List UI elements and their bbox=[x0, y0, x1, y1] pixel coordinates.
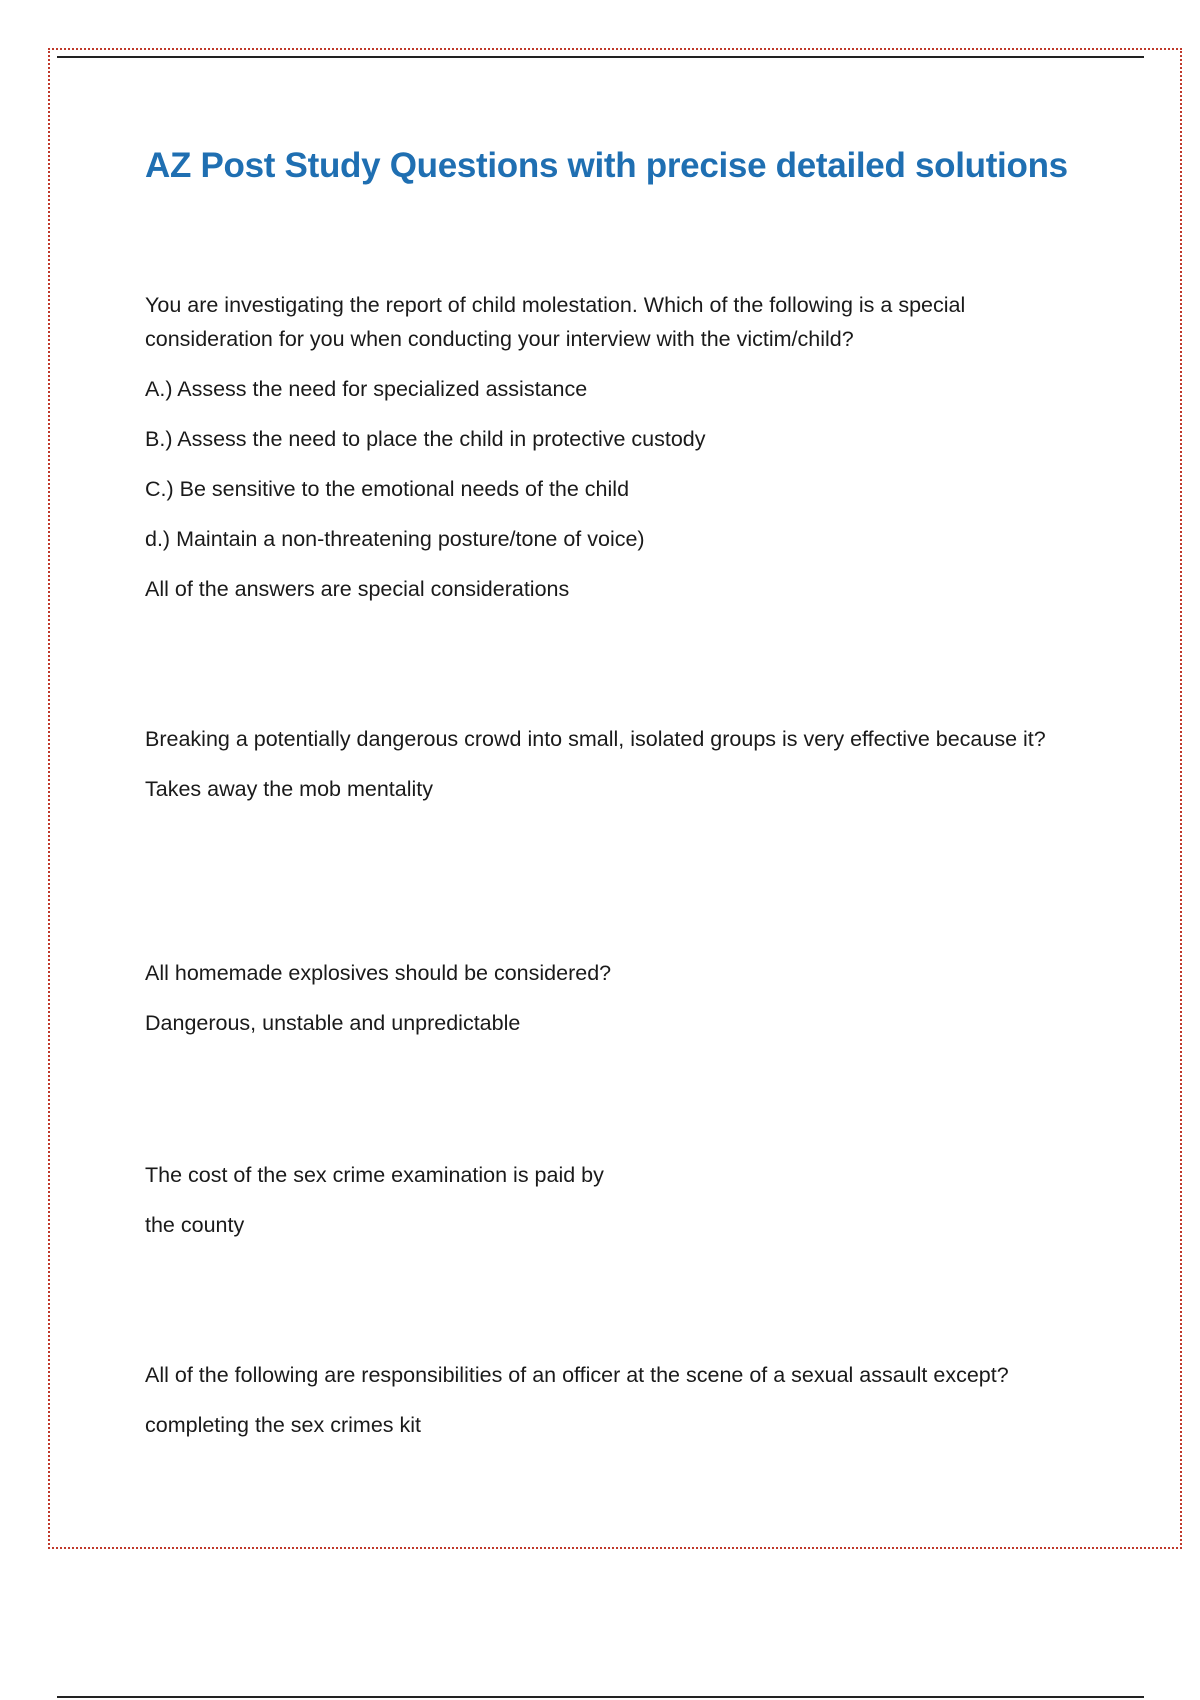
qa-item-5 bbox=[145, 1358, 1075, 1442]
qa-item-4 bbox=[145, 1158, 1075, 1242]
qa-item-1 bbox=[145, 288, 1075, 606]
question-text: You are investigating the report of child molestation. Which of the following is a special consideration for you when conducting your interview with the victim/child? bbox=[145, 293, 966, 351]
question-text: The cost of the sex crime examination is paid by bbox=[145, 1163, 604, 1187]
answer-option-b: B.) Assess the need to place the child in protective custody bbox=[145, 427, 706, 451]
answer-option-c: C.) Be sensitive to the emotional needs of the child bbox=[145, 477, 630, 501]
answer-text: Takes away the mob mentality bbox=[145, 777, 433, 801]
document-title: AZ Post Study Questions with precise detailed solutions bbox=[145, 146, 1068, 185]
question-text: All of the following are responsibilities of an officer at the scene of a sexual assault except? bbox=[145, 1363, 1009, 1387]
answer-text: the county bbox=[145, 1213, 245, 1237]
header-rule bbox=[57, 56, 1144, 58]
question-text: All homemade explosives should be considered? bbox=[145, 961, 612, 985]
answer-text: Dangerous, unstable and unpredictable bbox=[145, 1011, 521, 1035]
qa-item-3 bbox=[145, 956, 1075, 1040]
qa-item-2 bbox=[145, 722, 1075, 806]
footer-rule bbox=[57, 1696, 1144, 1698]
answer-option-a: A.) Assess the need for specialized assistance bbox=[145, 377, 588, 401]
answer-text: All of the answers are special considerations bbox=[145, 577, 570, 601]
question-text: Breaking a potentially dangerous crowd into small, isolated groups is very effective because it? bbox=[145, 727, 1046, 751]
answer-text: completing the sex crimes kit bbox=[145, 1413, 422, 1437]
answer-option-d: d.) Maintain a non-threatening posture/tone of voice) bbox=[145, 527, 645, 551]
